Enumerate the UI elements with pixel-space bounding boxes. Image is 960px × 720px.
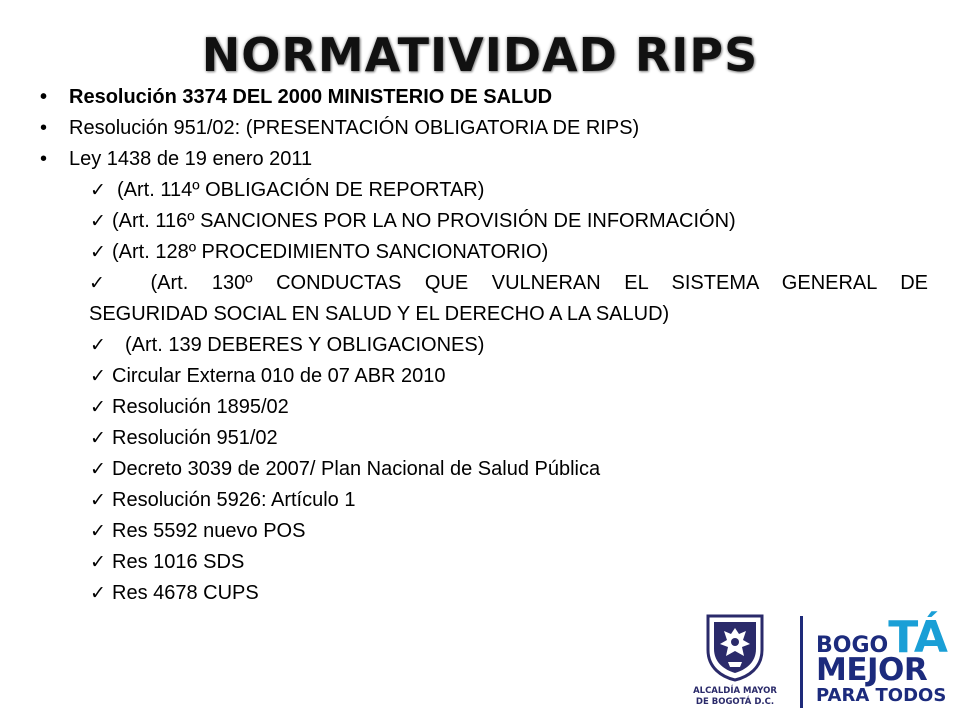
sub-item-text: (Art. 116º SANCIONES POR LA NO PROVISIÓN DE INFORMACIÓN)	[112, 210, 736, 232]
sub-item-text-line2: SEGURIDAD SOCIAL EN SALUD Y EL DERECHO A LA SALUD)	[89, 303, 670, 325]
sub-item-res-1016	[40, 547, 928, 578]
checkmark-icon: ✓	[90, 521, 106, 542]
sub-item-art-116	[40, 206, 928, 237]
sub-item-art-139	[40, 330, 928, 361]
sub-item-text: Resolución 5926: Artículo 1	[112, 489, 356, 511]
sub-item-resolucion-1895	[40, 392, 928, 423]
footer-logos	[690, 610, 950, 715]
alcaldia-logo-text: ALCALDÍA MAYOR DE BOGOTÁ D.C.	[693, 686, 777, 707]
checkmark-icon: ✓	[90, 211, 106, 232]
sub-item-text: Res 1016 SDS	[112, 551, 245, 573]
checkmark-icon: ✓	[90, 180, 106, 201]
sub-item-text: Resolución 951/02	[112, 427, 278, 449]
checkmark-icon: ✓	[90, 428, 106, 449]
checkmark-icon: ✓	[90, 397, 106, 418]
checkmark-icon: ✓	[90, 490, 106, 511]
coat-of-arms-icon	[704, 614, 766, 682]
checkmark-icon: ✓	[90, 242, 106, 263]
mejor-text: MEJOR	[816, 652, 928, 688]
list-item-text: Resolución 3374 DEL 2000 MINISTERIO DE SALUD	[69, 86, 553, 108]
checkmark-icon: ✓	[90, 335, 106, 356]
para-todos-text: PARA TODOS	[816, 685, 947, 706]
sub-item-resolucion-5926	[40, 485, 928, 516]
sub-item-text: (Art. 139 DEBERES Y OBLIGACIONES)	[125, 334, 485, 356]
logo-divider	[800, 616, 803, 708]
sub-item-text: Res 4678 CUPS	[112, 582, 259, 604]
sub-item-art-130	[40, 268, 928, 330]
list-item-text: Resolución 951/02: (PRESENTACIÓN OBLIGATORIA DE RIPS)	[69, 117, 640, 139]
checkmark-icon: ✓	[89, 273, 123, 294]
slide-title: NORMATIVIDAD RIPS	[201, 28, 759, 82]
bogota-big-text: TÁ	[888, 612, 947, 663]
bullet-icon: •	[40, 148, 48, 170]
checkmark-icon: ✓	[90, 552, 106, 573]
sub-item-art-114	[40, 175, 928, 206]
sub-item-text-line1: ✓ (Art. 130º CONDUCTAS QUE VULNERAN EL SISTEMA GENERAL DE	[89, 272, 928, 294]
bogota-small-text: BOGO	[816, 633, 889, 658]
bullet-icon: •	[40, 117, 48, 139]
sub-item-text: Decreto 3039 de 2007/ Plan Nacional de Salud Pública	[112, 458, 601, 480]
sub-item-text: (Art. 128º PROCEDIMIENTO SANCIONATORIO)	[112, 241, 549, 263]
bullet-icon: •	[40, 86, 48, 108]
list-item-text: Ley 1438 de 19 enero 2011	[69, 148, 313, 170]
sub-item-circular-010	[40, 361, 928, 392]
checkmark-icon: ✓	[90, 459, 106, 480]
checkmark-icon: ✓	[90, 583, 106, 604]
sub-item-text: Circular Externa 010 de 07 ABR 2010	[112, 365, 446, 387]
sub-item-resolucion-951	[40, 423, 928, 454]
list-item-ley-1438	[40, 144, 928, 175]
checkmark-icon: ✓	[90, 366, 106, 387]
list-item-resolucion-3374	[40, 82, 928, 113]
sub-item-art-128	[40, 237, 928, 268]
sub-item-text: Res 5592 nuevo POS	[112, 520, 306, 542]
sub-item-res-5592	[40, 516, 928, 547]
sub-item-decreto-3039	[40, 454, 928, 485]
list-item-resolucion-951	[40, 113, 928, 144]
sub-item-text: (Art. 114º OBLIGACIÓN DE REPORTAR)	[117, 179, 485, 201]
normativity-list	[40, 82, 928, 609]
sub-item-text: Resolución 1895/02	[112, 396, 289, 418]
sub-item-res-4678	[40, 578, 928, 609]
